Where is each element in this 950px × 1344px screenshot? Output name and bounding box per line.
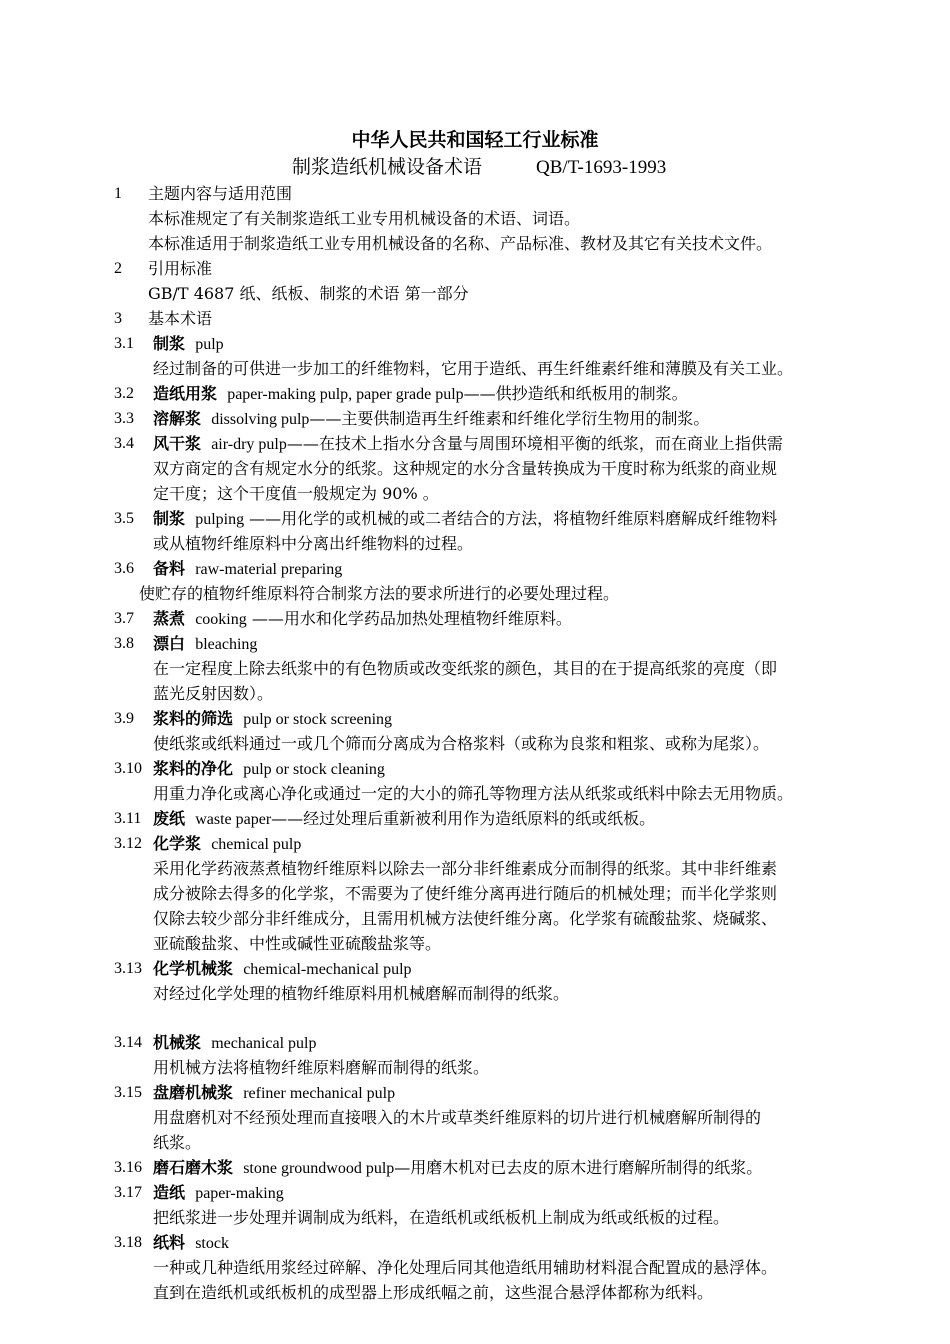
- term-name: 浆料的筛选: [153, 709, 234, 728]
- definition-line: 用盘磨机对不经预处理而直接喂入的木片或草类纤维原料的切片进行机械磨解所制得的: [153, 1108, 762, 1127]
- term-english: paper-making: [195, 1185, 284, 1202]
- term-entry: [153, 556, 342, 582]
- term-english: refiner mechanical pulp: [243, 1085, 396, 1102]
- term-entry: [153, 431, 783, 457]
- term-number: 3.1: [114, 335, 134, 352]
- term-number: 3.8: [114, 635, 134, 652]
- definition-line: 经过制备的可供进一步加工的纤维物料，它用于造纸、再生纤维素纤维和薄膜及有关工业。: [153, 359, 794, 378]
- definition-line: 在一定程度上除去纸浆中的有色物质或改变纸浆的颜色，其目的在于提高纸浆的亮度（即: [153, 659, 778, 678]
- term-number: 3.9: [114, 710, 134, 727]
- definition-line: 纸浆。: [153, 1133, 202, 1152]
- term-number: 3.4: [114, 435, 134, 452]
- term-entry: [153, 331, 224, 357]
- term-name: 制浆: [153, 334, 186, 353]
- term-entry: [153, 806, 655, 832]
- term-entry: [153, 1030, 316, 1056]
- term-english: stone groundwood pulp: [243, 1160, 395, 1177]
- term-english: raw-material preparing: [195, 561, 343, 578]
- definition-line: 采用化学药液蒸煮植物纤维原料以除去一部分非纤维素成分而制得的纸浆。其中非纤维素: [153, 859, 778, 878]
- term-english: dissolving pulp: [211, 411, 310, 428]
- term-entry: [153, 831, 301, 857]
- term-number: 3.18: [114, 1234, 142, 1251]
- term-number: 3.7: [114, 610, 134, 627]
- term-english: mechanical pulp: [211, 1035, 317, 1052]
- definition-line: 用机械方法将植物纤维原料磨解而制得的纸浆。: [153, 1058, 490, 1077]
- term-number: 3.11: [114, 810, 142, 827]
- term-entry: [153, 1080, 395, 1106]
- section-number: 2: [114, 260, 122, 277]
- term-entry: [153, 1155, 762, 1181]
- term-name: 蒸煮: [153, 609, 186, 628]
- document-title: 中华人民共和国轻工行业标准: [351, 129, 599, 151]
- term-number: 3.5: [114, 510, 134, 527]
- definition-line: 把纸浆进一步处理并调制成为纸料，在造纸机或纸板机上制成为纸或纸板的过程。: [153, 1208, 730, 1227]
- definition-line: 一种或几种造纸用浆经过碎解、净化处理后同其他造纸用辅助材料混合配置成的悬浮体。: [153, 1258, 778, 1277]
- term-english: stock: [195, 1235, 229, 1252]
- term-entry: [153, 406, 709, 432]
- term-english: cooking: [195, 611, 247, 628]
- term-definition: ——经过处理后重新被利用作为造纸原料的纸或纸板。: [271, 809, 656, 828]
- term-english: pulp or stock screening: [243, 711, 393, 728]
- section-heading: 引用标准: [148, 259, 213, 278]
- term-english: pulping: [195, 511, 245, 528]
- definition-line: 用重力净化或离心净化或通过一定的大小的筛孔等物理方法从纸浆或纸料中除去无用物质。: [153, 784, 794, 803]
- term-entry: [153, 956, 412, 982]
- term-name: 磨石磨木浆: [153, 1158, 234, 1177]
- term-number: 3.14: [114, 1034, 142, 1051]
- definition-line: 蓝光反射因数）。: [153, 684, 274, 703]
- term-entry: [153, 381, 688, 407]
- definition-line: 直到在造纸机或纸板机的成型器上形成纸幅之前，这些混合悬浮体都称为纸料。: [153, 1283, 714, 1302]
- term-number: 3.2: [114, 385, 134, 402]
- term-name: 化学浆: [153, 834, 202, 853]
- term-english: waste paper: [195, 811, 272, 828]
- definition-line: 使贮存的植物纤维原料符合制浆方法的要求所进行的必要处理过程。: [139, 584, 620, 603]
- section-number: 3: [114, 310, 122, 327]
- term-name: 溶解浆: [153, 409, 202, 428]
- term-entry: [153, 756, 385, 782]
- term-name: 机械浆: [153, 1033, 202, 1052]
- term-name: 备料: [153, 559, 186, 578]
- term-definition: —用磨木机对已去皮的原木进行磨解所制得的纸浆。: [394, 1158, 763, 1177]
- term-number: 3.15: [114, 1084, 142, 1101]
- term-name: 化学机械浆: [153, 959, 234, 978]
- term-entry: [153, 1180, 284, 1206]
- term-definition: ——供抄造纸和纸板用的制浆。: [463, 384, 688, 403]
- paragraph: GB/T 4687 纸、纸板、制浆的术语 第一部分: [148, 284, 469, 303]
- term-number: 3.17: [114, 1184, 142, 1201]
- term-entry: [153, 506, 777, 532]
- term-definition: ——用化学的或机械的或二者结合的方法，将植物纤维原料磨解成纤维物料: [244, 509, 778, 528]
- term-definition: ——用水和化学药品加热处理植物纤维原料。: [246, 609, 572, 628]
- document-subtitle: [292, 154, 666, 181]
- term-english: air-dry pulp: [211, 436, 287, 453]
- definition-line: 或从植物纤维原料中分离出纤维物料的过程。: [153, 534, 474, 553]
- term-name: 纸料: [153, 1233, 186, 1252]
- standard-number: QB/T-1693-1993: [536, 157, 667, 178]
- definition-line: 双方商定的含有规定水分的纸浆。这种规定的水分含量转换成为干度时称为纸浆的商业规: [153, 459, 778, 478]
- paragraph: 本标准适用于制浆造纸工业专用机械设备的名称、产品标准、教材及其它有关技术文件。: [148, 234, 773, 253]
- subtitle-text: 制浆造纸机械设备术语: [292, 156, 483, 178]
- definition-line: 亚硫酸盐浆、中性或碱性亚硫酸盐浆等。: [153, 934, 442, 953]
- term-english: pulp or stock cleaning: [243, 761, 385, 778]
- term-entry: [153, 1230, 229, 1256]
- definition-line: 使纸浆或纸料通过一或几个筛而分离成为合格浆料（或称为良浆和粗浆、或称为尾浆）。: [153, 734, 770, 753]
- term-number: 3.13: [114, 960, 142, 977]
- term-number: 3.6: [114, 560, 134, 577]
- definition-line: 对经过化学处理的植物纤维原料用机械磨解而制得的纸浆。: [153, 984, 570, 1003]
- term-number: 3.12: [114, 835, 142, 852]
- term-name: 造纸用浆: [153, 384, 218, 403]
- term-name: 漂白: [153, 634, 186, 653]
- term-number: 3.10: [114, 760, 142, 777]
- term-name: 风干浆: [153, 434, 202, 453]
- term-english: chemical pulp: [211, 836, 302, 853]
- section-number: 1: [114, 185, 122, 202]
- paragraph: 本标准规定了有关制浆造纸工业专用机械设备的术语、词语。: [148, 209, 581, 228]
- term-english: bleaching: [195, 636, 258, 653]
- definition-line: 定干度；这个干度值一般规定为 90% 。: [153, 484, 439, 503]
- term-definition: ——主要供制造再生纤维素和纤维化学衍生物用的制浆。: [309, 409, 710, 428]
- definition-line: 仅除去较少部分非纤维成分，且需用机械方法使纤维分离。化学浆有硫酸盐浆、烧碱浆、: [153, 909, 778, 928]
- definition-line: 成分被除去得多的化学浆，不需要为了使纤维分离再进行随后的机械处理；而半化学浆则: [153, 884, 778, 903]
- term-name: 浆料的净化: [153, 759, 234, 778]
- term-name: 造纸: [153, 1183, 186, 1202]
- term-name: 盘磨机械浆: [153, 1083, 234, 1102]
- term-name: 制浆: [153, 509, 186, 528]
- term-entry: [153, 606, 572, 632]
- term-name: 废纸: [153, 809, 186, 828]
- term-definition: ——在技术上指水分含量与周围环境相平衡的纸浆，而在商业上指供需: [286, 434, 783, 453]
- term-entry: [153, 706, 392, 732]
- term-number: 3.3: [114, 410, 134, 427]
- section-heading: 主题内容与适用范围: [148, 184, 293, 203]
- term-english: paper-making pulp, paper grade pulp: [227, 386, 464, 403]
- term-entry: [153, 631, 257, 657]
- term-number: 3.16: [114, 1159, 142, 1176]
- term-english: chemical-mechanical pulp: [243, 961, 412, 978]
- section-heading: 基本术语: [148, 309, 213, 328]
- term-english: pulp: [195, 336, 224, 353]
